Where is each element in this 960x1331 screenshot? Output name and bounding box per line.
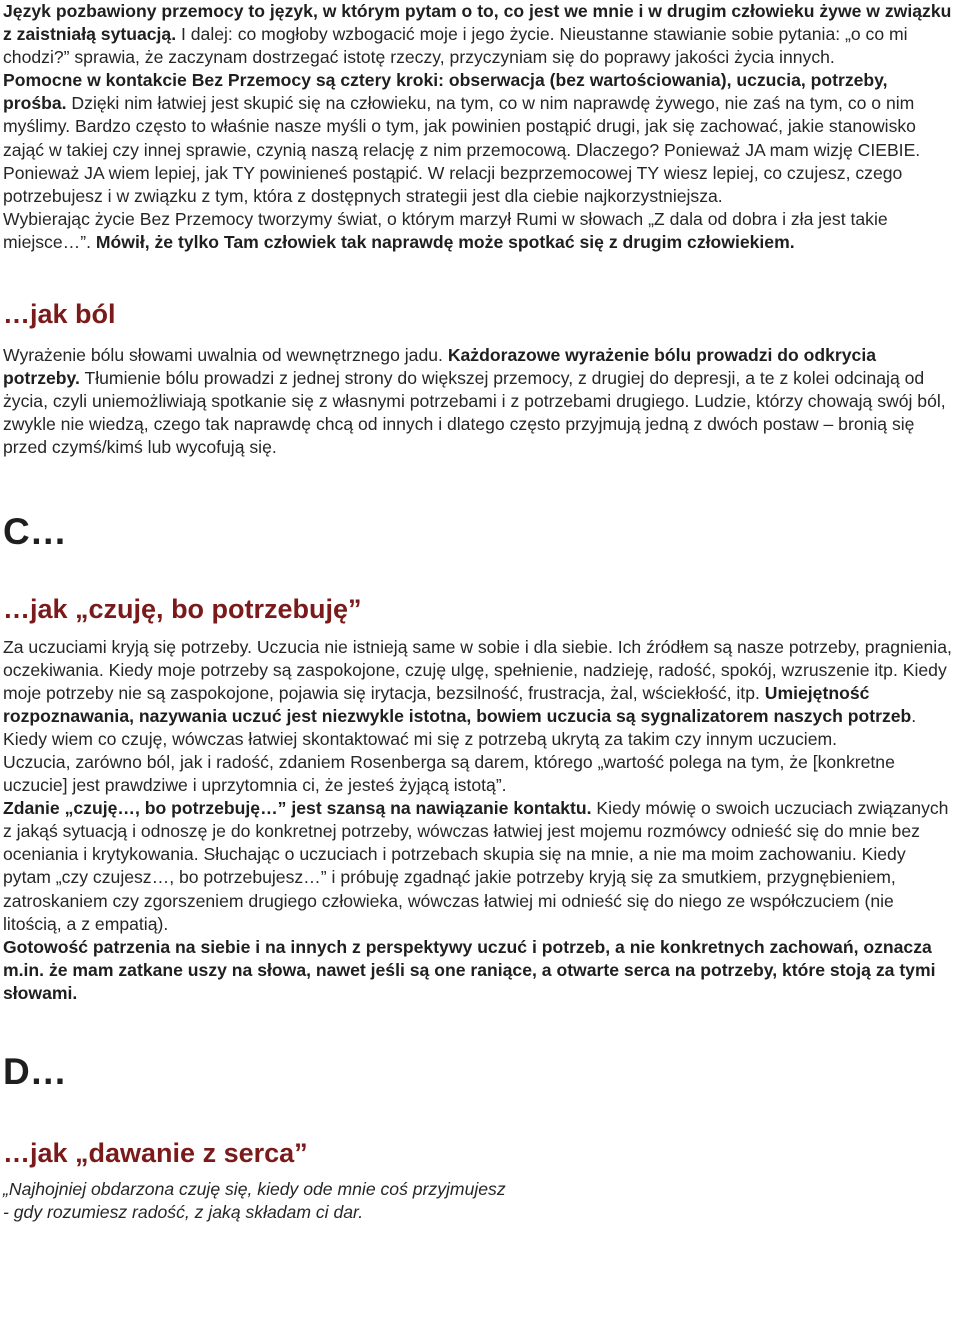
heading-dawanie-z-serca: …jak „dawanie z serca” <box>3 1138 308 1168</box>
paragraph-contact <box>3 797 953 936</box>
text-run: Uczucia, zarówno ból, jak i radość, zdaniem Rosenberga są darem, którego „wartość polega na tym, że [konkretne uczucie] jest prawdziwe i uprzytomnia ci, że jesteś żyjącą istotą”. <box>3 751 895 796</box>
section-letter-c: C… <box>3 510 67 552</box>
section-letter-d: D… <box>3 1051 67 1092</box>
bold-text-run: Zdanie „czuję…, bo potrzebuję…” jest szansą na nawiązanie kontaktu. <box>3 798 592 819</box>
text-run: Wyrażenie bólu słowami uwalnia od wewnętrznego jadu. <box>3 345 448 366</box>
text-run: Tłumienie bólu prowadzi z jednej strony do większej przemocy, z drugiej do depresji, a te z kolei odcinają od życia, czyli uniemożliwiają spotkanie się z własnymi potrzebami i z potrzebami drugiego. Ludzie, którzy chowają swój ból, zwykle nie wiedzą, czego tak naprawdę chcą od innych i dlatego często przyjmują jedną z dwóch postaw – bronią się przed czymś/kimś lub wycofują się. <box>3 368 946 458</box>
bold-text-run: Każdorazowe wyrażenie bólu prowadzi do odkrycia potrzeby. <box>3 345 877 389</box>
paragraph-readiness <box>3 936 953 1005</box>
text-run: Wybierając życie Bez Przemocy tworzymy świat, o którym marzył Rumi w słowach „Z dala od dobra i zła jest takie miejsce…”. <box>3 208 888 252</box>
paragraph-feelings <box>3 636 953 751</box>
bold-text-run: Umiejętność rozpoznawania, nazywania uczuć jest niezwykle istotna, bowiem uczucia są sygnalizatorem naszych potrzeb <box>3 682 912 726</box>
text-run: Kiedy mówię o swoich uczuciach związanych z jakąś sytuacją i odnoszę je do konkretnej potrzeby, wówczas łatwiej jest mojemu rozmówcy odnieść się do mnie bez oceniania i krytykowania. Słuchając o uczuciach i potrzebach skupia się na mnie, a nie ma moim zachowaniu. Kiedy pytam „czy czujesz…, bo potrzebujesz…” i próbuję zgadnąć jakie potrzeby kryją się za smutkiem, przygnębieniem, zatroskaniem czy zgorszeniem drugiego człowieka, wówczas łatwiej mi odnieść się do niego ze współczuciem (nie litością, a z empatią). <box>3 798 949 934</box>
bold-text-run: Pomocne w kontakcie Bez Przemocy są cztery kroki: obserwacja (bez wartościowania), uczucia, potrzeby, prośba. <box>3 70 888 114</box>
paragraph-rumi <box>3 208 953 254</box>
heading-czuje-bo-potrzebuje: …jak „czuję, bo potrzebuję” <box>3 593 362 624</box>
text-run: . Kiedy wiem co czuję, wówczas łatwiej skontaktować mi się z potrzebą ukrytą za takim czy innym uczuciem. <box>3 705 917 749</box>
paragraph-pain <box>3 344 953 459</box>
document-page <box>3 0 953 1224</box>
text-run: Dzięki nim łatwiej jest skupić się na człowieku, na tym, co w nim naprawdę żywego, nie zaś na tym, co o nim myślimy. Bardzo często to właśnie nasze myśli o tym, jak powinien postąpić drugi, jak się zachować, jakie stanowisko zająć w takiej czy innej sprawie, czynią naszą relację z nim przemocową. Dlaczego? Ponieważ JA mam wizję CIEBIE. Ponieważ JA wiem lepiej, jak TY powinieneś postąpić. W relacji bezprzemocowej TY wiesz lepiej, co czujesz, czego potrzebujesz i w związku z tym, która z dostępnych strategii jest dla ciebie najkorzystniejsza. <box>3 93 921 206</box>
bold-text-run: Mówił, że tylko Tam człowiek tak naprawdę może spotkać się z drugim człowiekiem. <box>95 231 795 252</box>
quote-line-1: „Najhojniej obdarzona czuję się, kiedy ode mnie coś przyjmujesz <box>3 1179 506 1199</box>
paragraph-four-steps <box>3 69 953 208</box>
bold-text-run: Język pozbawiony przemocy to język, w którym pytam o to, co jest we mnie i w drugim człowieku żywe w związku z zaistniałą sytuacją. <box>3 1 952 45</box>
bold-text-run: Gotowość patrzenia na siebie i na innych z perspektywy uczuć i potrzeb, a nie konkretnych zachowań, oznacza m.in. że mam zatkane uszy na słowa, nawet jeśli są one raniące, a otwarte serca na potrzeby, które stoją za tymi słowami. <box>3 936 936 1003</box>
quote-line-2: - gdy rozumiesz radość, z jaką składam ci dar. <box>3 1202 364 1223</box>
heading-jak-bol: …jak ból <box>3 299 116 330</box>
paragraph-rosenberg <box>3 751 953 797</box>
paragraph-intro <box>3 0 953 69</box>
text-run: I dalej: co mogłoby wzbogacić moje i jego życie. Nieustanne stawianie sobie pytania: „o co mi chodzi?” sprawia, że zaczynam dostrzegać istotę rzeczy, przyczyniam się do poprawy jakości życia innych. <box>3 24 908 68</box>
text-run: Za uczuciami kryją się potrzeby. Uczucia nie istnieją same w sobie i dla siebie. Ich źródłem są nasze potrzeby, pragnienia, oczekiwania. Kiedy moje potrzeby są zaspokojone, czuję ulgę, spełnienie, nadzieję, radość, spokój, wzruszenie itp. Kiedy moje potrzeby nie są zaspokojone, pojawia się irytacja, bezsilność, frustracja, żal, wściekłość, itp. <box>3 636 952 703</box>
